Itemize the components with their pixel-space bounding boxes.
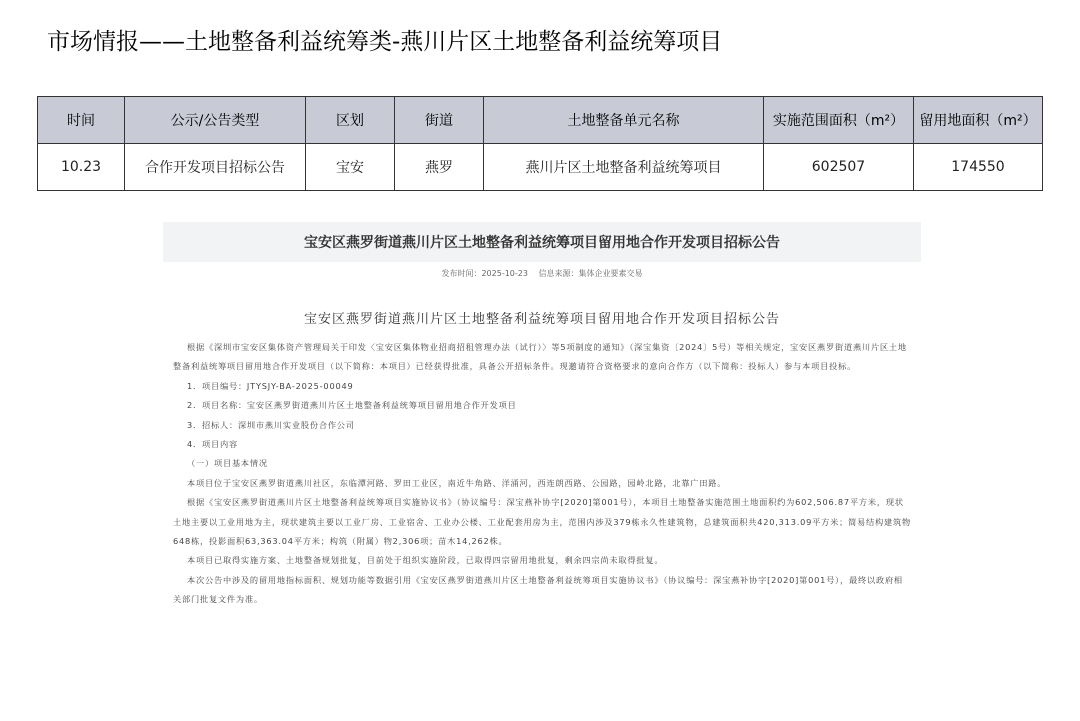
document-meta (163, 268, 921, 280)
paragraph-status: 本项目已取得实施方案、土地整备规划批复，目前处于组织实施阶段，已取得四宗留用地批复，剩余四宗尚未取得批复。 (187, 555, 664, 566)
header-district: 区划 (306, 97, 395, 144)
header-type: 公示/公告类型 (125, 97, 306, 144)
paragraph-project-number: 1．项目编号：JTYSJY-BA-2025-00049 (187, 380, 354, 391)
document-header-title: 宝安区燕罗街道燕川片区土地整备利益统筹项目留用地合作开发项目招标公告 (304, 235, 780, 251)
paragraph-location: 本项目位于宝安区燕罗街道燕川社区，东临潭河路、罗田工业区，南近牛角路、洋涌河，西连朗西路、公园路，园岭北路，北靠广田路。 (187, 477, 727, 488)
paragraph-project-name: 2．项目名称：宝安区燕罗街道燕川片区土地整备利益统筹项目留用地合作开发项目 (187, 400, 517, 411)
header-reserved-area: 留用地面积（m²） (914, 97, 1043, 144)
header-time: 时间 (38, 97, 125, 144)
announcement-document (163, 222, 921, 642)
table-header-row (38, 97, 1043, 144)
paragraph-basic-info-heading: （一）项目基本情况 (187, 458, 268, 469)
paragraph-tenderer: 3．招标人：深圳市燕川实业股份合作公司 (187, 419, 355, 430)
cell-unit-name: 燕川片区土地整备利益统筹项目 (484, 144, 764, 191)
header-street: 街道 (395, 97, 484, 144)
document-text (163, 338, 921, 610)
table-row (38, 144, 1043, 191)
document-header (163, 222, 921, 262)
cell-street: 燕罗 (395, 144, 484, 191)
cell-implementation-area: 602507 (764, 144, 914, 191)
header-unit-name: 土地整备单元名称 (484, 97, 764, 144)
cell-time: 10.23 (38, 144, 125, 191)
publish-time: 发布时间：2025-10-23 (441, 269, 528, 278)
cell-reserved-area: 174550 (914, 144, 1043, 191)
info-table (37, 96, 1043, 191)
paragraph-project-content: 4．项目内容 (187, 439, 238, 450)
paragraph-agreement: 根据《宝安区燕罗街道燕川片区土地整备利益统筹项目实施协议书》（协议编号：深宝燕补协字[2020]第001号），本项目土地整备实施范围土地面积约为602,506.87平方米，现状土地主要以工业用地为主，现状建筑主要以工业厂房、工业宿舍、工业办公楼、工业配套用房为主，范围内涉及379栋永久性建筑物，总建筑面积共420,313.09平方米；简易结构建筑物648栋，投影面积63,363.04平方米；构筑（附属）物2,306项；苗木14,262株。 (173, 497, 911, 547)
page-title: 市场情报——土地整备利益统筹类-燕川片区土地整备利益统筹项目 (47, 29, 723, 55)
header-implementation-area: 实施范围面积（m²） (764, 97, 914, 144)
document-body-title: 宝安区燕罗街道燕川片区土地整备利益统筹项目留用地合作开发项目招标公告 (303, 312, 780, 327)
paragraph-basis: 根据《深圳市宝安区集体资产管理局关于印发〈宝安区集体物业招商招租管理办法（试行）〉等5项制度的通知》（深宝集资〔2024〕5号）等相关规定，宝安区燕罗街道燕川片区土地整备利益统筹项目留用地合作开发项目（以下简称：本项目）已经获得批准，具备公开招标条件。现邀请符合资格要求的意向合作方（以下简称：投标人）参与本项目投标。 (173, 342, 907, 372)
cell-district: 宝安 (306, 144, 395, 191)
info-source: 信息来源：集体企业要素交易 (538, 269, 643, 278)
cell-type: 合作开发项目招标公告 (125, 144, 306, 191)
paragraph-data-reference: 本次公告中涉及的留用地指标面积、规划功能等数据引用《宝安区燕罗街道燕川片区土地整备利益统筹项目实施协议书》（协议编号：深宝燕补协字[2020]第001号），最终以政府相关部门批复文件为准。 (173, 574, 903, 605)
